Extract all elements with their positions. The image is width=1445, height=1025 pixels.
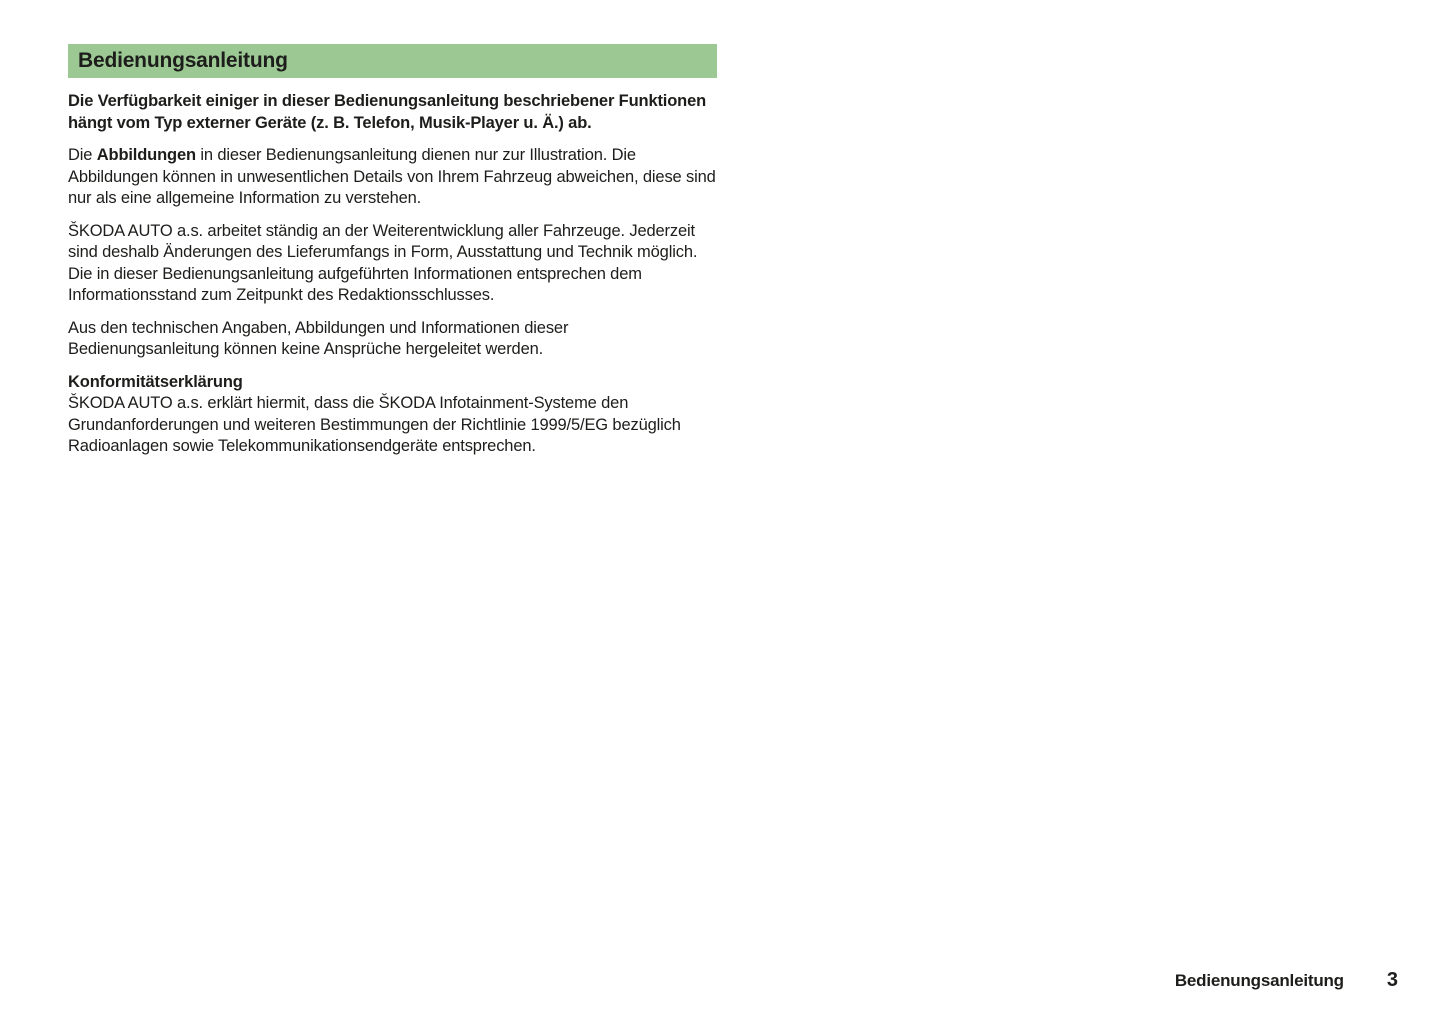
paragraph-illustrations-prefix: Die <box>68 146 97 164</box>
footer-page-number: 3 <box>1386 969 1398 991</box>
conformity-heading: Konformitätserklärung <box>68 372 243 391</box>
footer-section-label: Bedienungsanleitung <box>1174 971 1344 990</box>
content-column <box>68 44 717 458</box>
section-title: Bedienungsanleitung <box>78 49 288 72</box>
paragraph-illustrations <box>68 145 717 210</box>
section-header-bar <box>68 44 717 78</box>
paragraph-illustrations-rest: in dieser Bedienungsanleitung dienen nur zur Illustration. Die Abbildungen können in unwesentlichen Details von Ihrem Fahrzeug abweichen, diese sind nur als eine allgemeine Information zu verstehen. <box>68 146 716 207</box>
page-footer <box>1175 969 1398 992</box>
paragraph-availability: Die Verfügbarkeit einiger in dieser Bedienungsanleitung beschriebener Funktionen hängt vom Typ externer Geräte (z. B. Telefon, Musik-Player u. Ä.) ab. <box>68 92 707 132</box>
paragraph-claims: Aus den technischen Angaben, Abbildungen und Informationen dieser Bedienungsanleitung können keine Ansprüche hergeleitet werden. <box>68 318 569 358</box>
conformity-body: ŠKODA AUTO a.s. erklärt hiermit, dass die ŠKODA Infotainment-Systeme den Grundanforderungen und weiteren Bestimmungen der Richtlinie 1999/5/EG bezüglich Radioanlagen sowie Telekommunikationsendgeräte entsprechen. <box>68 394 681 455</box>
conformity-block <box>68 372 717 458</box>
paragraph-development: ŠKODA AUTO a.s. arbeitet ständig an der Weiterentwicklung aller Fahrzeuge. Jederzeit sind deshalb Änderungen des Lieferumfangs in Form, Ausstattung und Technik möglich. Die in dieser Bedienungsanleitung aufgeführten Informationen entsprechen dem Informationsstand zum Zeitpunkt des Redaktionsschlusses. <box>68 221 698 304</box>
paragraph-illustrations-bold-word: Abbildungen <box>96 146 196 164</box>
